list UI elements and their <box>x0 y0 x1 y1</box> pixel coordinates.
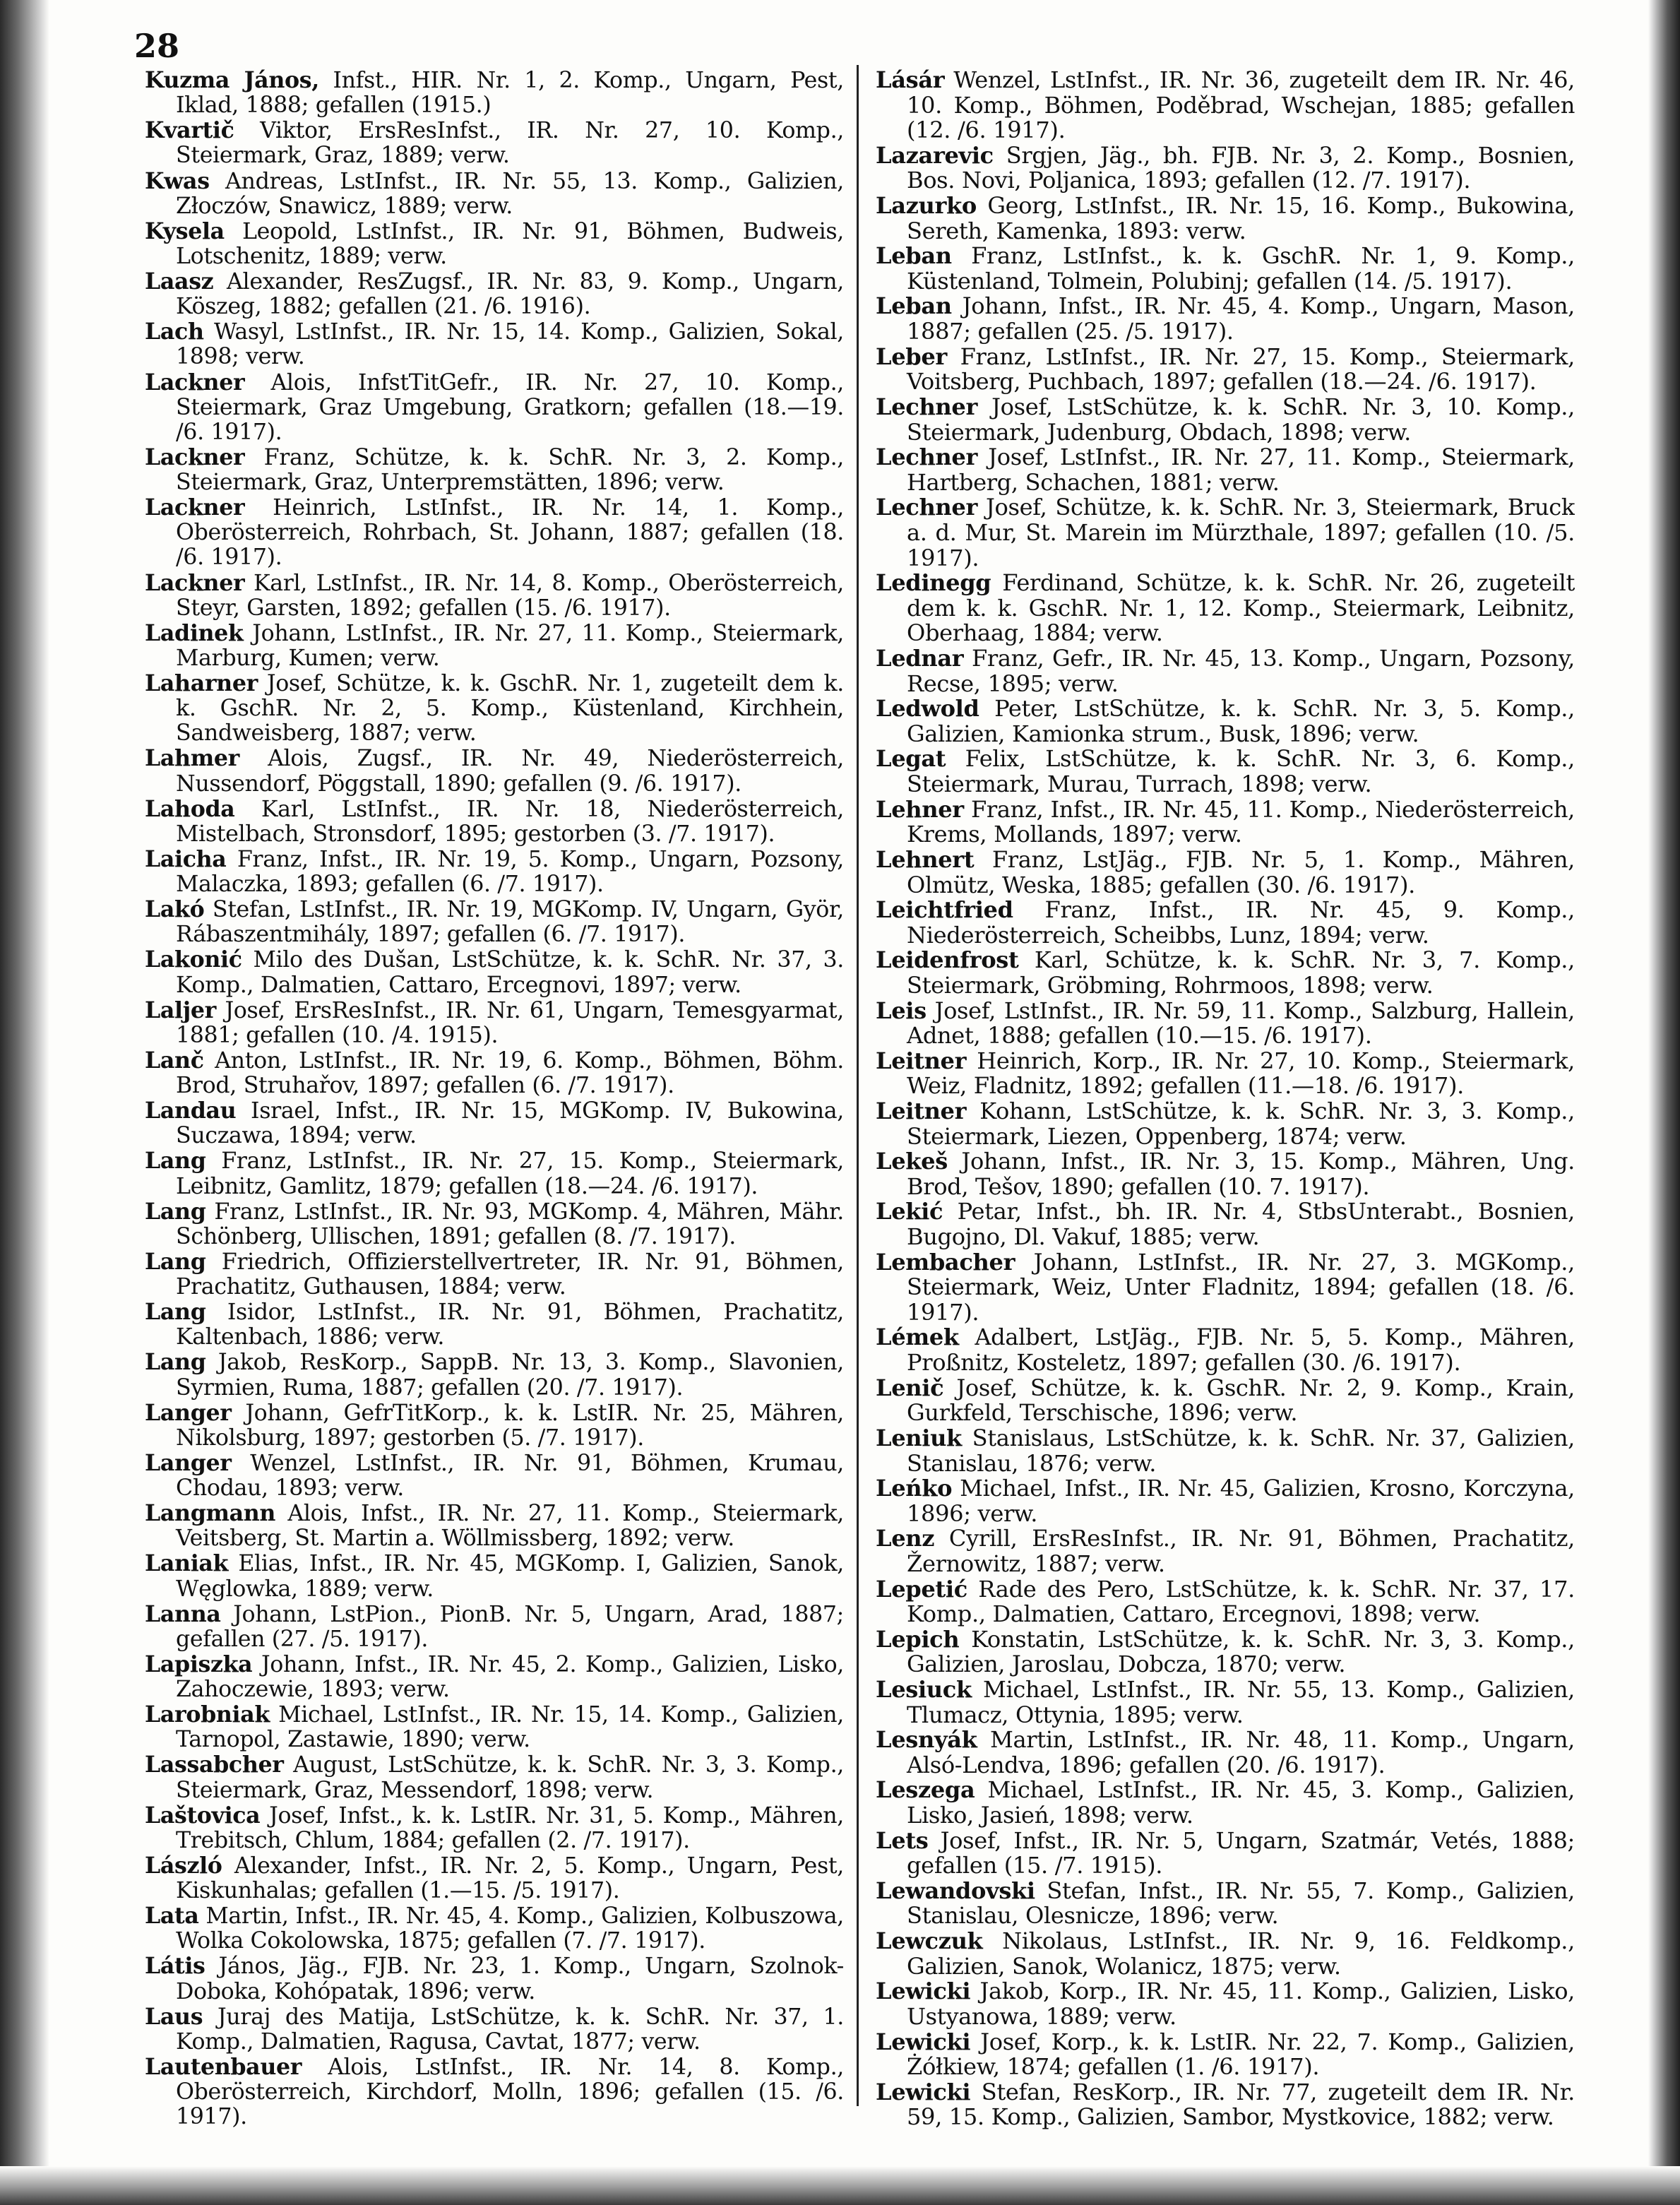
entry-surname: Laniak <box>145 1550 229 1577</box>
page-number: 28 <box>134 27 180 65</box>
casualty-entry <box>876 495 1575 571</box>
entry-details: Israel, Infst., IR. Nr. 15, MGKomp. IV, Bukowina, Suczawa, 1894; verw. <box>176 1098 844 1149</box>
entry-surname: Lang <box>145 1148 206 1175</box>
casualty-entry <box>145 2004 844 2055</box>
entry-surname: Kwas <box>145 167 210 194</box>
casualty-entry <box>876 845 1575 898</box>
entry-surname: Lenz <box>876 1525 935 1552</box>
entry-surname: Lazarevic <box>876 141 994 169</box>
entry-details: Josef, Schütze, k. k. SchR. Nr. 3, Steiermark, Bruck a. d. Mur, St. Marein im Mürzthale, 1897; gefallen (10. /5. 1917). <box>907 494 1575 571</box>
entry-surname: Lenič <box>876 1374 944 1401</box>
entry-details: Johann, GefrTitKorp., k. k. LstIR. Nr. 25, Mähren, Nikolsburg, 1897; gestorben (5. /7. 1917). <box>176 1400 844 1451</box>
entry-surname: Laharner <box>145 670 258 696</box>
casualty-entry <box>876 1376 1575 1426</box>
entry-surname: Langmann <box>145 1500 276 1527</box>
casualty-entry <box>876 1526 1575 1576</box>
entry-surname: Ladinek <box>145 619 244 646</box>
entry-details: Stanislaus, LstSchütze, k. k. SchR. Nr. 37, Galizien, Stanislau, 1876; verw. <box>907 1424 1575 1477</box>
entry-details: Franz, LstInfst., k. k. GschR. Nr. 1, 9. Komp., Küstenland, Tolmein, Polubinj; gefallen (14. /5. 1917). <box>907 242 1575 295</box>
entry-details: Karl, Schütze, k. k. SchR. Nr. 3, 7. Komp., Steiermark, Gröbming, Rohrmoos, 1898; verw. <box>907 946 1575 999</box>
entry-surname: Lang <box>145 1198 206 1225</box>
casualty-entry <box>876 2080 1575 2130</box>
entry-surname: Lackner <box>145 569 245 596</box>
casualty-entry <box>876 143 1575 194</box>
casualty-entry <box>145 2055 844 2129</box>
casualty-entry <box>876 1826 1575 1879</box>
casualty-entry <box>876 1728 1575 1778</box>
casualty-entry <box>145 1249 844 1300</box>
entry-details: Kohann, LstSchütze, k. k. SchR. Nr. 3, 3. Komp., Steiermark, Liezen, Oppenberg, 1874; verw. <box>907 1097 1575 1150</box>
entry-details: János, Jäg., FJB. Nr. 23, 1. Komp., Ungarn, Szolnok-Doboka, Kohópatak, 1896; verw. <box>176 1954 844 2004</box>
entry-details: Karl, LstInfst., IR. Nr. 14, 8. Komp., Oberösterreich, Steyr, Garsten, 1892; gefallen (15. /6. 1917). <box>176 570 844 621</box>
casualty-entry <box>145 118 844 168</box>
entry-surname: Lewicki <box>876 2078 971 2105</box>
casualty-entry <box>876 1099 1575 1149</box>
entry-details: Martin, Infst., IR. Nr. 45, 4. Komp., Galizien, Kolbuszowa, Wolka Cokolowska, 1875; gefallen (7. /7. 1917). <box>176 1903 844 1954</box>
entry-surname: Lewicki <box>876 1978 971 2005</box>
scan-left-edge-shadow <box>0 0 49 2205</box>
entry-surname: Kvartič <box>145 117 234 144</box>
entry-surname: Leis <box>876 997 927 1024</box>
entry-surname: Lackner <box>145 444 245 470</box>
entry-surname: Lewandovski <box>876 1877 1035 1904</box>
entry-surname: Leidenfrost <box>876 946 1019 974</box>
casualty-entry <box>876 1577 1575 1627</box>
entry-surname: Leber <box>876 343 947 370</box>
entry-details: Josef, Infst., k. k. LstIR. Nr. 31, 5. Komp., Mähren, Trebitsch, Chlum, 1884; gefallen (2. /7. 1917). <box>176 1802 844 1853</box>
entry-details: Alois, Infst., IR. Nr. 27, 11. Komp., Steiermark, Veitsberg, St. Martin a. Wöllmissberg, 1892; verw. <box>176 1501 844 1552</box>
entry-surname: Laicha <box>145 845 227 872</box>
entry-surname: Lang <box>145 1299 206 1326</box>
entry-details: Josef, Korp., k. k. LstIR. Nr. 22, 7. Komp., Galizien, Żółkiew, 1874; gefallen (1. /6. 1917). <box>907 2028 1575 2081</box>
entry-details: Karl, LstInfst., IR. Nr. 18, Niederösterreich, Mistelbach, Stronsdorf, 1895; gestorben (3. /7. 1917). <box>176 796 844 847</box>
entry-details: Franz, Infst., IR. Nr. 45, 11. Komp., Niederösterreich, Krems, Mollands, 1897; verw. <box>907 795 1575 848</box>
entry-surname: Lekeš <box>876 1148 948 1175</box>
casualty-entry <box>145 947 844 997</box>
entry-surname: Langer <box>145 1449 232 1476</box>
entry-details: Josef, Infst., IR. Nr. 5, Ungarn, Szatmár, Vetés, 1888; gefallen (15. /7. 1915). <box>907 1826 1575 1879</box>
casualty-entry <box>145 847 844 897</box>
casualty-entry <box>876 1049 1575 1099</box>
entry-details: Felix, LstSchütze, k. k. SchR. Nr. 3, 6. Komp., Steiermark, Murau, Turrach, 1898; verw. <box>907 745 1575 798</box>
entry-surname: Lepetić <box>876 1575 967 1603</box>
casualty-entry <box>145 1451 844 1501</box>
casualty-entry <box>145 1702 844 1752</box>
entry-surname: Lechner <box>876 494 978 521</box>
casualty-entry <box>145 1602 844 1652</box>
casualty-entry <box>145 219 844 269</box>
entry-surname: Lembacher <box>876 1248 1015 1276</box>
casualty-entry <box>145 1954 844 2004</box>
entry-surname: Legat <box>876 745 946 773</box>
casualty-entry <box>145 746 844 796</box>
casualty-entry <box>876 194 1575 244</box>
entry-surname: Ledwold <box>876 695 979 723</box>
entry-details: Wasyl, LstInfst., IR. Nr. 15, 14. Komp., Galizien, Sokal, 1898; verw. <box>176 319 844 370</box>
casualty-entry <box>145 1199 844 1249</box>
entry-details: Anton, LstInfst., IR. Nr. 19, 6. Komp., Böhmen, Böhm. Brod, Struhařov, 1897; gefallen (6. /7. 1917). <box>176 1047 844 1098</box>
entry-details: Franz, Infst., IR. Nr. 45, 9. Komp., Niederösterreich, Scheibbs, Lunz, 1894; verw. <box>907 896 1575 949</box>
casualty-entry <box>876 1426 1575 1476</box>
entry-details: Viktor, ErsResInfst., IR. Nr. 27, 10. Komp., Steiermark, Graz, 1889; verw. <box>176 118 844 169</box>
casualty-entry <box>145 445 844 495</box>
column-divider <box>857 65 859 2106</box>
casualty-entry <box>876 948 1575 998</box>
casualty-entry <box>876 2030 1575 2080</box>
entry-surname: Lesiuck <box>876 1676 972 1703</box>
entry-details: Johann, LstInfst., IR. Nr. 27, 3. MGKomp., Steiermark, Weiz, Unter Fladnitz, 1894; gefallen (18. /6. 1917). <box>907 1248 1575 1326</box>
entry-details: Friedrich, Offizierstellvertreter, IR. Nr. 91, Böhmen, Prachatitz, Guthausen, 1884; verw. <box>176 1249 844 1300</box>
casualty-entry <box>145 1903 844 1954</box>
entry-details: Alexander, ResZugsf., IR. Nr. 83, 9. Komp., Ungarn, Köszeg, 1882; gefallen (21. /6. 1916). <box>176 269 844 320</box>
entry-details: Rade des Pero, LstSchütze, k. k. SchR. Nr. 37, 17. Komp., Dalmatien, Cattaro, Ercegnovi, 1898; verw. <box>907 1575 1575 1628</box>
entry-details: Franz, Infst., IR. Nr. 19, 5. Komp., Ungarn, Pozsony, Malaczka, 1893; gefallen (6. /7. 1917). <box>176 846 844 897</box>
entry-details: Leopold, LstInfst., IR. Nr. 91, Böhmen, Budweis, Lotschenitz, 1889; verw. <box>176 218 844 269</box>
entry-details: Alexander, Infst., IR. Nr. 2, 5. Komp., Ungarn, Pest, Kiskunhalas; gefallen (1.—15. /5. 1917). <box>176 1853 844 1903</box>
casualty-entry <box>145 1752 844 1802</box>
entry-details: Josef, LstInfst., IR. Nr. 59, 11. Komp., Salzburg, Hallein, Adnet, 1888; gefallen (10.—15. /6. 1917). <box>907 997 1575 1050</box>
entry-surname: Lémek <box>876 1324 959 1351</box>
entry-surname: Lehnert <box>876 845 975 873</box>
entry-surname: Laštovica <box>145 1802 261 1829</box>
entry-surname: Laljer <box>145 997 216 1023</box>
entry-details: Isidor, LstInfst., IR. Nr. 91, Böhmen, Prachatitz, Kaltenbach, 1886; verw. <box>176 1300 844 1350</box>
entry-surname: Landau <box>145 1098 237 1124</box>
entry-surname: Lehner <box>876 795 964 823</box>
entry-details: Milo des Dušan, LstSchütze, k. k. SchR. Nr. 37, 3. Komp., Dalmatien, Cattaro, Ercegnovi, 1897; verw. <box>176 947 844 998</box>
casualty-entry <box>145 1098 844 1148</box>
entry-details: Petar, Infst., bh. IR. Nr. 4, StbsUnterabt., Bosnien, Bugojno, Dl. Vakuf, 1885; verw. <box>907 1198 1575 1251</box>
entry-details: Michael, LstInfst., IR. Nr. 15, 14. Komp., Galizien, Tarnopol, Zastawie, 1890; verw. <box>176 1702 844 1753</box>
entry-surname: Lackner <box>145 369 245 396</box>
entry-surname: Lapiszka <box>145 1651 253 1677</box>
entry-surname: Lang <box>145 1349 206 1376</box>
entry-details: Ferdinand, Schütze, k. k. SchR. Nr. 26, zugeteilt dem k. k. GschR. Nr. 1, 12. Komp., Steiermark, Leibnitz, Oberhaag, 1884; verw. <box>907 569 1575 647</box>
casualty-entry <box>145 1551 844 1601</box>
entry-details: Josef, LstInfst., IR. Nr. 27, 11. Komp., Steiermark, Hartberg, Schachen, 1881; verw. <box>907 444 1575 496</box>
entry-details: Konstatin, LstSchütze, k. k. SchR. Nr. 3, 3. Komp., Galizien, Jaroslau, Dobcza, 1870; verw. <box>907 1625 1575 1678</box>
entry-details: Martin, LstInfst., IR. Nr. 48, 11. Komp., Ungarn, Alsó-Lendva, 1896; gefallen (20. /6. 1917). <box>907 1726 1575 1778</box>
entry-details: Michael, LstInfst., IR. Nr. 55, 13. Komp., Galizien, Tlumacz, Ottynia, 1895; verw. <box>907 1676 1575 1728</box>
entry-surname: Lewicki <box>876 2028 971 2055</box>
entry-details: Franz, Gefr., IR. Nr. 45, 13. Komp., Ungarn, Pozsony, Recse, 1895; verw. <box>907 645 1575 697</box>
entry-details: Franz, LstInfst., IR. Nr. 27, 15. Komp., Steiermark, Leibnitz, Gamlitz, 1879; gefallen (18.—24. /6. 1917). <box>176 1148 844 1199</box>
entry-surname: Leban <box>876 292 952 320</box>
casualty-entry <box>145 897 844 947</box>
entry-details: Alois, InfstTitGefr., IR. Nr. 27, 10. Komp., Steiermark, Graz Umgebung, Gratkorn; gefallen (18.—19. /6. 1917). <box>176 369 844 445</box>
scan-right-edge-shadow <box>1648 0 1680 2205</box>
entry-details: Jakob, ResKorp., SappB. Nr. 13, 3. Komp., Slavonien, Syrmien, Ruma, 1887; gefallen (20. /7. 1917). <box>176 1350 844 1401</box>
entry-details: Georg, LstInfst., IR. Nr. 15, 16. Komp., Bukowina, Sereth, Kamenka, 1893: verw. <box>907 192 1575 244</box>
scan-bottom-edge-shadow <box>0 2166 1680 2205</box>
casualty-entry <box>876 1325 1575 1375</box>
entry-surname: Laasz <box>145 268 214 295</box>
casualty-entry <box>145 1350 844 1400</box>
casualty-entry <box>876 345 1575 395</box>
entry-surname: Kysela <box>145 218 225 244</box>
entry-details: August, LstSchütze, k. k. SchR. Nr. 3, 3. Komp., Steiermark, Graz, Messendorf, 1898; verw. <box>176 1752 844 1803</box>
entry-details: Michael, LstInfst., IR. Nr. 45, 3. Komp., Galizien, Lisko, Jasień, 1898; verw. <box>907 1776 1575 1829</box>
entry-surname: Lakó <box>145 896 205 923</box>
entry-surname: Leban <box>876 242 952 270</box>
entry-details: Franz, LstInfst., IR. Nr. 93, MGKomp. 4, Mähren, Mähr. Schönberg, Ullischen, 1891; gefallen (8. /7. 1917). <box>176 1199 844 1249</box>
casualty-entry <box>145 269 844 319</box>
entry-surname: Lackner <box>145 494 245 521</box>
entry-details: Stefan, LstInfst., IR. Nr. 19, MGKomp. IV, Ungarn, Györ, Rábaszentmihály, 1897; gefallen (6. /7. 1917). <box>176 897 844 948</box>
casualty-entry <box>145 998 844 1048</box>
casualty-entry <box>145 495 844 570</box>
casualty-entry <box>876 68 1575 143</box>
casualty-entry <box>145 571 844 621</box>
casualty-entry <box>145 797 844 847</box>
entry-details: Elias, Infst., IR. Nr. 45, MGKomp. I, Galizien, Sanok, Węglowka, 1889; verw. <box>176 1551 844 1602</box>
entry-surname: Lepich <box>876 1625 960 1653</box>
entry-details: Josef, LstSchütze, k. k. SchR. Nr. 3, 10. Komp., Steiermark, Judenburg, Obdach, 1898; verw. <box>907 393 1575 446</box>
entry-surname: Lanč <box>145 1047 204 1074</box>
casualty-entry <box>145 1401 844 1451</box>
entry-details: Josef, Schütze, k. k. GschR. Nr. 1, zugeteilt dem k. k. GschR. Nr. 2, 5. Komp., Küstenland, Kirchhein, Sandweisberg, 1887; verw. <box>176 671 844 747</box>
entry-surname: Lesnyák <box>876 1726 977 1754</box>
entry-surname: László <box>145 1852 222 1879</box>
right-column <box>876 68 1575 2130</box>
entry-surname: Lang <box>145 1248 206 1275</box>
entry-details: Heinrich, LstInfst., IR. Nr. 14, 1. Komp., Oberösterreich, Rohrbach, St. Johann, 1887; gefallen (18. /6. 1917). <box>176 495 844 571</box>
entry-surname: Látis <box>145 1953 205 1980</box>
casualty-entry <box>876 1778 1575 1828</box>
entry-details: Johann, LstInfst., IR. Nr. 27, 11. Komp., Steiermark, Marburg, Kumen; verw. <box>176 620 844 671</box>
entry-details: Johann, LstPion., PionB. Nr. 5, Ungarn, Arad, 1887; gefallen (27. /5. 1917). <box>176 1601 844 1652</box>
casualty-entry <box>145 1300 844 1350</box>
casualty-entry <box>145 370 844 445</box>
casualty-entry <box>876 1250 1575 1326</box>
entry-surname: Leichtfried <box>876 896 1013 924</box>
casualty-entry <box>876 999 1575 1049</box>
casualty-entry <box>876 747 1575 797</box>
casualty-entry <box>145 1652 844 1702</box>
casualty-entry <box>876 1929 1575 1979</box>
entry-details: Alois, LstInfst., IR. Nr. 14, 8. Komp., Oberösterreich, Kirchdorf, Molln, 1896; gefallen (15. /6. 1917). <box>176 2054 844 2130</box>
entry-details: Stefan, ResKorp., IR. Nr. 77, zugeteilt dem IR. Nr. 59, 15. Komp., Galizien, Sambor, Mystkovice, 1882; verw. <box>907 2078 1575 2130</box>
entry-details: Franz, LstJäg., FJB. Nr. 5, 1. Komp., Mähren, Olmütz, Weska, 1885; gefallen (30. /6. 1917). <box>907 845 1575 898</box>
casualty-entry <box>876 395 1575 445</box>
casualty-entry <box>876 1627 1575 1677</box>
casualty-entry <box>876 646 1575 696</box>
entry-surname: Laus <box>145 2003 203 2030</box>
entry-surname: Lata <box>145 1903 199 1930</box>
entry-surname: Lazurko <box>876 192 977 220</box>
entry-surname: Leitner <box>876 1097 967 1124</box>
entry-surname: Lewczuk <box>876 1927 983 1955</box>
casualty-entry <box>876 294 1575 344</box>
casualty-entry <box>145 1048 844 1098</box>
casualty-entry <box>876 696 1575 747</box>
entry-details: Adalbert, LstJäg., FJB. Nr. 5, 5. Komp., Mähren, Proßnitz, Kosteletz, 1897; gefallen (30. /6. 1917). <box>907 1324 1575 1377</box>
entry-details: Josef, ErsResInfst., IR. Nr. 61, Ungarn, Temesgyarmat, 1881; gefallen (10. /4. 1915). <box>176 997 844 1048</box>
casualty-entry <box>876 1149 1575 1199</box>
entry-details: Infst., HIR. Nr. 1, 2. Komp., Ungarn, Pest, Iklad, 1888; gefallen (1915.) <box>176 68 844 119</box>
casualty-entry <box>876 571 1575 646</box>
casualty-entry <box>876 1199 1575 1249</box>
entry-details: Jakob, Korp., IR. Nr. 45, 11. Komp., Galizien, Lisko, Ustyanowa, 1889; verw. <box>907 1978 1575 2030</box>
entry-surname: Kuzma János, <box>145 68 319 93</box>
casualty-entry <box>145 1803 844 1853</box>
entry-details: Cyrill, ErsResInfst., IR. Nr. 91, Böhmen, Prachatitz, Žernowitz, 1887; verw. <box>907 1525 1575 1577</box>
entry-details: Alois, Zugsf., IR. Nr. 49, Niederösterreich, Nussendorf, Pöggstall, 1890; gefallen (9. /6. 1917). <box>176 746 844 797</box>
entry-surname: Leszega <box>876 1776 975 1804</box>
entry-surname: Lásár <box>876 68 945 93</box>
casualty-entry <box>876 445 1575 495</box>
entry-surname: Lassabcher <box>145 1752 284 1778</box>
entry-details: Heinrich, Korp., IR. Nr. 27, 10. Komp., Steiermark, Weiz, Fladnitz, 1892; gefallen (11.—18. /6. 1917). <box>907 1047 1575 1100</box>
casualty-entry <box>145 1853 844 1903</box>
entry-details: Johann, Infst., IR. Nr. 45, 2. Komp., Galizien, Lisko, Zahoczewie, 1893; verw. <box>176 1651 844 1702</box>
entry-surname: Lechner <box>876 393 978 420</box>
entry-surname: Lets <box>876 1826 929 1854</box>
entry-surname: Leniuk <box>876 1424 962 1451</box>
casualty-entry <box>876 1879 1575 1929</box>
entry-details: Andreas, LstInfst., IR. Nr. 55, 13. Komp., Galizien, Złoczów, Snawicz, 1889; verw. <box>176 168 844 219</box>
casualty-entry <box>876 1476 1575 1526</box>
casualty-entry <box>876 244 1575 294</box>
casualty-entry <box>876 797 1575 848</box>
entry-surname: Lekić <box>876 1198 943 1225</box>
casualty-entry <box>876 898 1575 948</box>
casualty-entry <box>876 1677 1575 1728</box>
entry-surname: Lanna <box>145 1600 221 1627</box>
casualty-entry <box>145 319 844 369</box>
entry-surname: Leńko <box>876 1475 953 1502</box>
entry-details: Peter, LstSchütze, k. k. SchR. Nr. 3, 5. Komp., Galizien, Kamionka strum., Busk, 1896; verw. <box>907 695 1575 747</box>
entry-surname: Larobniak <box>145 1701 270 1728</box>
entry-details: Franz, Schütze, k. k. SchR. Nr. 3, 2. Komp., Steiermark, Graz, Unterpremstätten, 1896; verw. <box>176 444 844 495</box>
entry-surname: Lechner <box>876 444 978 471</box>
entry-details: Juraj des Matija, LstSchütze, k. k. SchR. Nr. 37, 1. Komp., Dalmatien, Ragusa, Cavtat, 1877; verw. <box>176 2004 844 2055</box>
casualty-entry <box>876 1979 1575 2029</box>
entry-surname: Lahoda <box>145 795 235 822</box>
entry-surname: Lautenbauer <box>145 2053 302 2080</box>
entry-details: Johann, Infst., IR. Nr. 45, 4. Komp., Ungarn, Mason, 1887; gefallen (25. /5. 1917). <box>907 292 1575 345</box>
entry-surname: Lach <box>145 319 204 345</box>
casualty-entry <box>145 671 844 746</box>
entry-details: Wenzel, LstInfst., IR. Nr. 91, Böhmen, Krumau, Chodau, 1893; verw. <box>176 1450 844 1501</box>
entry-details: Nikolaus, LstInfst., IR. Nr. 9, 16. Feldkomp., Galizien, Sanok, Wolanicz, 1875; verw. <box>907 1927 1575 1980</box>
entry-surname: Lahmer <box>145 745 239 772</box>
casualty-entry <box>145 1501 844 1551</box>
entry-details: Srgjen, Jäg., bh. FJB. Nr. 3, 2. Komp., Bosnien, Bos. Novi, Poljanica, 1893; gefallen (12. /7. 1917). <box>907 141 1575 194</box>
casualty-entry <box>145 68 844 118</box>
entry-surname: Lednar <box>876 645 964 672</box>
entry-surname: Lakonić <box>145 946 242 973</box>
left-column <box>145 68 844 2130</box>
entry-surname: Ledinegg <box>876 569 991 597</box>
entry-details: Josef, Schütze, k. k. GschR. Nr. 2, 9. Komp., Krain, Gurkfeld, Terschische, 1896; verw. <box>907 1374 1575 1427</box>
entry-details: Franz, LstInfst., IR. Nr. 27, 15. Komp., Steiermark, Voitsberg, Puchbach, 1897; gefallen (18.—24. /6. 1917). <box>907 343 1575 396</box>
entry-details: Johann, Infst., IR. Nr. 3, 15. Komp., Mähren, Ung. Brod, Tešov, 1890; gefallen (10. 7. 1917). <box>907 1148 1575 1200</box>
entry-details: Michael, Infst., IR. Nr. 45, Galizien, Krosno, Korczyna, 1896; verw. <box>907 1475 1575 1527</box>
entry-surname: Leitner <box>876 1047 967 1074</box>
entry-details: Wenzel, LstInfst., IR. Nr. 36, zugeteilt dem IR. Nr. 46, 10. Komp., Böhmen, Poděbrad, Wschejan, 1885; gefallen (12. /6. 1917). <box>907 68 1575 144</box>
entry-details: Stefan, Infst., IR. Nr. 55, 7. Komp., Galizien, Stanislau, Olesnicze, 1896; verw. <box>907 1877 1575 1930</box>
casualty-entry <box>145 169 844 219</box>
entry-surname: Langer <box>145 1399 232 1426</box>
casualty-entry <box>145 1148 844 1199</box>
casualty-entry <box>145 621 844 671</box>
